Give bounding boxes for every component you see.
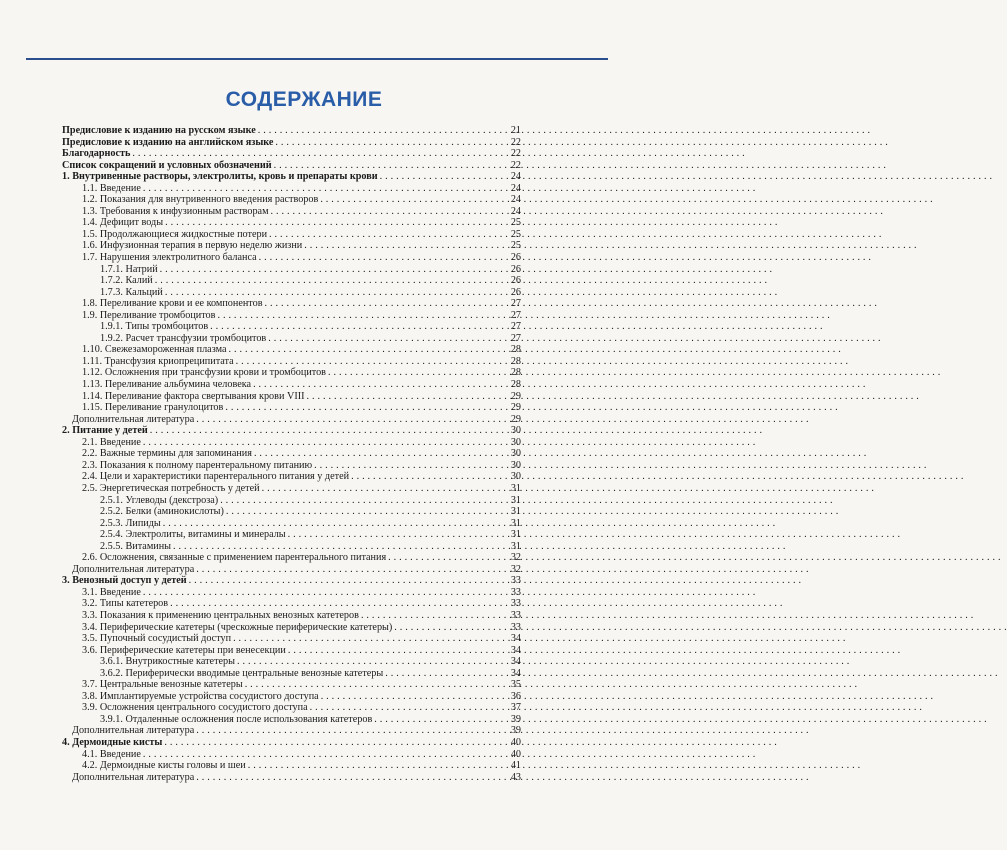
toc-entry-page: 31 [510,517,521,529]
toc-entry-label: 3.4. Периферические катетеры (чрескожные периферические катетеры) [82,621,393,633]
toc-leader-dots [328,367,503,379]
toc-entry [62,598,521,610]
toc-entry [62,633,521,645]
toc-entry-label: 1.4. Дефицит воды [82,217,164,229]
toc-entry-label: 1.13. Переливание альбумина человека [82,379,252,391]
toc-leader-dots [253,379,503,391]
toc-leader-dots [165,217,503,229]
toc-entry-label: 2.5.4. Электролиты, витамины и минералы [100,529,286,541]
toc-entry-page: 34 [510,656,521,668]
toc-entry [62,310,521,322]
toc-entry-label: 1.7.1. Натрий [100,263,158,275]
toc-leader-dots [394,622,503,634]
toc-leader-dots [237,656,503,668]
toc-entry-page: 32 [510,563,521,575]
toc-leader-dots [321,691,503,703]
toc-entry-label: Дополнительная литература [72,725,195,737]
toc-entry-label: 3.5. Пупочный сосудистый доступ [82,633,232,645]
toc-entry-label: 1.7. Нарушения электролитного баланса [82,252,257,264]
toc-entry [62,725,521,737]
toc-entry-page: 29 [510,413,521,425]
toc-entry-page: 39 [510,725,521,737]
toc-entry [62,425,521,437]
toc-leader-dots [189,575,503,587]
toc-entry-page: 41 [510,760,521,772]
toc-entry-label: Дополнительная литература [72,563,195,575]
toc-leader-dots [271,206,503,218]
toc-entry-label: Список сокращений и условных обозначений [62,159,272,171]
toc-entry-label: 1.8. Переливание крови и ее компонентов [82,298,263,310]
toc-entry [62,714,521,726]
toc-entry-page: 24 [510,171,521,183]
toc-entry [62,275,521,287]
toc-entry-label: 3.2. Типы катетеров [82,598,169,610]
toc-entry [62,194,521,206]
toc-leader-dots [236,356,503,368]
toc-entry-label: 1.12. Осложнения при трансфузии крови и тромбоцитов [82,367,326,379]
toc-entry-label: 1. Внутривенные растворы, электролиты, кровь и препараты крови [62,171,378,183]
toc-entry [62,541,521,553]
toc-entry-page: 24 [510,194,521,206]
toc-entry [62,610,521,622]
toc-leader-dots [143,587,503,599]
toc-entry [62,437,521,449]
toc-entry [62,668,521,680]
toc-entry [62,333,521,345]
toc-entry-label: 2.5.3. Липиды [100,517,161,529]
toc-leader-dots [254,448,503,460]
toc-entry-label: 1.5. Продолжающиеся жидкостные потери [82,228,268,240]
toc-entry-label: 2.6. Осложнения, связанные с применением парентерального питания [82,552,387,564]
toc-entry-label: 1.6. Инфузионная терапия в первую неделю жизни [82,240,303,252]
toc-entry-label: 3.1. Введение [82,586,141,598]
toc-entry-page: 28 [510,344,521,356]
toc-leader-dots [196,564,503,576]
toc-entry [62,344,521,356]
toc-entry-label: 1.9.1. Типы тромбоцитов [100,321,209,333]
toc-entry [62,137,521,149]
toc-leader-dots [226,506,503,518]
toc-entry-label: 3.6. Периферические катетеры при венесекции [82,644,286,656]
toc-entry-page: 35 [510,679,521,691]
page-title: СОДЕРЖАНИЕ [225,88,383,111]
toc-leader-dots [374,714,503,726]
toc-entry-label: 1.15. Переливание гранулоцитов [82,402,224,414]
toc-entry-label: 1.9. Переливание тромбоцитов [82,309,216,321]
toc-entry-page: 29 [510,402,521,414]
toc-entry [62,518,521,530]
toc-entry [62,298,521,310]
toc-entry [62,645,521,657]
toc-entry [62,552,521,564]
toc-entry [62,564,521,576]
toc-entry-page: 34 [510,667,521,679]
toc-entry-label: Предисловие к изданию на английском языке [62,136,274,148]
toc-entry-label: 4.1. Введение [82,748,141,760]
toc-entry-label: Дополнительная литература [72,413,195,425]
toc-entry-label: 2.5. Энергетическая потребность у детей [82,482,260,494]
toc-leader-dots [143,749,503,761]
toc-entry-page: 30 [510,459,521,471]
toc-entry [62,391,521,403]
toc-leader-dots [259,252,503,264]
toc-entry-page: 31 [510,540,521,552]
toc-leader-dots [160,264,503,276]
toc-entry [62,414,521,426]
toc-leader-dots [385,668,503,680]
toc-entry-label: 3.8. Имплантируемые устройства сосудистого доступа [82,690,319,702]
toc-entry-page: 26 [510,252,521,264]
toc-entry-page: 24 [510,182,521,194]
toc-entry [62,506,521,518]
toc-entry-label: 1.1. Введение [82,182,141,194]
toc-entry [62,321,521,333]
toc-entry-label: 2.1. Введение [82,436,141,448]
toc-leader-dots [220,495,503,507]
toc-entry-label: 2.2. Важные термины для запоминания [82,448,252,460]
toc-leader-dots [275,137,503,149]
toc-entry-page: 24 [510,205,521,217]
toc-entry-page: 30 [510,436,521,448]
toc-entry [62,402,521,414]
toc-entry-page: 33 [510,575,521,587]
toc-entry-page: 27 [510,309,521,321]
toc-leader-dots [288,529,503,541]
toc-entry [62,587,521,599]
toc-entry-page: 40 [510,736,521,748]
toc-entry-label: 2.5.1. Углеводы (декстроза) [100,494,219,506]
toc-entry [62,160,521,172]
toc-leader-dots [163,518,503,530]
toc-entry [62,495,521,507]
toc-entry-label: 3.9. Осложнения центрального сосудистого доступа [82,702,308,714]
toc-entry-label: 3.9.1. Отдаленные осложнения после использования катетеров [100,713,373,725]
toc-entry-page: 22 [510,148,521,160]
toc-entry-page: 31 [510,482,521,494]
toc-entry-page: 29 [510,390,521,402]
toc-entry [62,148,521,160]
toc-entry-label: 4. Дермоидные кисты [62,736,163,748]
toc-entry [62,760,521,772]
toc-leader-dots [196,414,503,426]
toc-entry-page: 26 [510,286,521,298]
toc-entry [62,448,521,460]
toc-entry-label: 2.4. Цели и характеристики парентерального питания у детей [82,471,350,483]
toc-entry-page: 32 [510,552,521,564]
toc-leader-dots [262,483,503,495]
toc-entry-page: 40 [510,748,521,760]
toc-entry-page: 26 [510,275,521,287]
toc-entry-page: 28 [510,379,521,391]
header-rule [26,58,608,60]
toc-leader-dots [228,344,503,356]
toc-entry [62,183,521,195]
toc-entry-page: 33 [510,621,521,633]
toc-entry-label: Предисловие к изданию на русском языке [62,125,256,136]
toc-entry [62,656,521,668]
table-of-contents [62,125,521,783]
toc-entry [62,622,521,634]
toc-entry-label: 3.7. Центральные венозные катетеры [82,679,243,691]
toc-entry-page: 33 [510,609,521,621]
toc-entry [62,679,521,691]
toc-entry-page: 33 [510,586,521,598]
toc-leader-dots [268,333,503,345]
toc-entry-page: 27 [510,332,521,344]
toc-entry [62,356,521,368]
toc-entry-label: Дополнительная литература [72,771,195,783]
toc-entry-page: 31 [510,529,521,541]
toc-entry-label: 1.2. Показания для внутривенного введения растворов [82,194,319,206]
toc-leader-dots [143,183,503,195]
toc-entry-page: 22 [510,136,521,148]
toc-leader-dots [265,298,503,310]
toc-entry-label: 1.10. Свежезамороженная плазма [82,344,227,356]
toc-entry-label: 3.6.2. Периферически вводимые центральные венозные катетеры [100,667,384,679]
toc-leader-dots [361,610,503,622]
toc-entry-page: 30 [510,425,521,437]
toc-entry [62,171,521,183]
toc-entry [62,264,521,276]
toc-leader-dots [155,275,503,287]
toc-entry [62,737,521,749]
toc-entry [62,229,521,241]
toc-leader-dots [258,125,503,137]
toc-entry [62,367,521,379]
toc-entry-page: 25 [510,217,521,229]
toc-entry [62,125,521,137]
toc-entry-label: 1.11. Трансфузия криопреципитата [82,355,234,367]
toc-entry-label: 1.7.3. Кальций [100,286,163,298]
toc-entry [62,483,521,495]
toc-leader-dots [351,471,503,483]
toc-entry [62,287,521,299]
toc-leader-dots [248,760,503,772]
toc-entry-page: 27 [510,321,521,333]
toc-leader-dots [274,160,503,172]
toc-entry [62,206,521,218]
toc-entry [62,217,521,229]
toc-leader-dots [210,321,503,333]
toc-entry-page: 36 [510,690,521,702]
toc-entry-page: 34 [510,644,521,656]
toc-entry-page: 30 [510,471,521,483]
toc-leader-dots [388,552,503,564]
toc-entry-label: 1.14. Переливание фактора свертывания крови VIII [82,390,305,402]
toc-leader-dots [288,645,503,657]
toc-entry-label: Благодарность [62,148,131,160]
toc-leader-dots [196,772,503,784]
toc-leader-dots [233,633,503,645]
toc-entry-page: 22 [510,159,521,171]
toc-entry [62,691,521,703]
toc-entry [62,460,521,472]
toc-leader-dots [269,229,503,241]
toc-leader-dots [217,310,503,322]
toc-leader-dots [307,391,504,403]
toc-entry-page: 43 [510,771,521,783]
toc-entry-label: 2.3. Показания к полному парентеральному питанию [82,459,313,471]
toc-leader-dots [314,460,503,472]
toc-entry [62,702,521,714]
toc-entry-page: 27 [510,298,521,310]
toc-leader-dots [165,287,503,299]
toc-entry-label: 3. Венозный доступ у детей [62,575,187,587]
toc-entry-page: 21 [510,125,521,136]
toc-leader-dots [320,194,503,206]
toc-entry-label: 2.5.2. Белки (аминокислоты) [100,506,224,518]
toc-leader-dots [380,171,503,183]
toc-leader-dots [170,598,503,610]
toc-entry-label: 1.7.2. Калий [100,275,153,287]
toc-entry [62,252,521,264]
toc-entry-page: 31 [510,506,521,518]
toc-entry [62,575,521,587]
toc-leader-dots [132,148,503,160]
toc-entry-page: 39 [510,713,521,725]
toc-entry-page: 33 [510,598,521,610]
toc-leader-dots [304,240,503,252]
toc-entry-page: 28 [510,367,521,379]
toc-entry-page: 25 [510,240,521,252]
toc-leader-dots [196,725,503,737]
toc-entry [62,529,521,541]
toc-entry-label: 1.3. Требования к инфузионным растворам [82,205,269,217]
toc-leader-dots [225,402,503,414]
toc-leader-dots [245,679,503,691]
toc-leader-dots [150,425,503,437]
toc-entry-page: 25 [510,228,521,240]
toc-entry-page: 26 [510,263,521,275]
toc-entry [62,772,521,784]
toc-leader-dots [173,541,503,553]
toc-leader-dots [143,437,503,449]
toc-entry-label: 2. Питание у детей [62,425,148,437]
toc-entry [62,749,521,761]
toc-leader-dots [164,737,503,749]
toc-leader-dots [310,702,503,714]
toc-entry-page: 34 [510,633,521,645]
toc-entry-page: 31 [510,494,521,506]
toc-entry [62,471,521,483]
toc-entry-page: 30 [510,448,521,460]
toc-entry-label: 1.9.2. Расчет трансфузии тромбоцитов [100,332,267,344]
toc-entry [62,379,521,391]
toc-entry [62,240,521,252]
toc-entry-page: 37 [510,702,521,714]
toc-entry-label: 2.5.5. Витамины [100,540,172,552]
toc-entry-label: 3.3. Показания к применению центральных венозных катетеров [82,609,359,621]
toc-entry-page: 28 [510,355,521,367]
toc-entry-label: 4.2. Дермоидные кисты головы и шеи [82,760,246,772]
toc-entry-label: 3.6.1. Внутрикостные катетеры [100,656,235,668]
